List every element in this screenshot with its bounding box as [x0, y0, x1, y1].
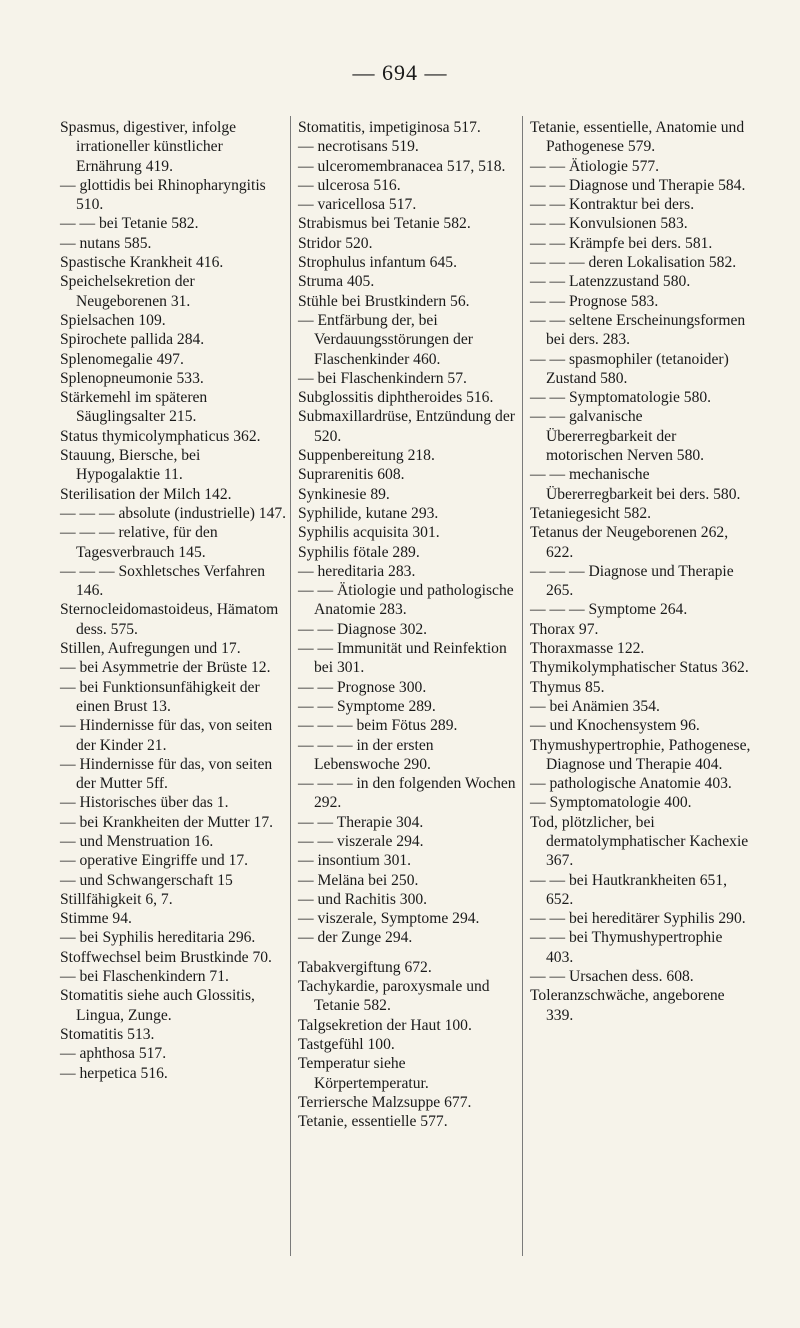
index-entry: — der Zunge 294. — [298, 929, 413, 947]
index-entry: — pathologische Anatomie 403. — [530, 775, 732, 793]
index-entry: — und Knochensystem 96. — [530, 717, 700, 735]
index-entry: Strabismus bei Tetanie 582. — [298, 215, 471, 233]
index-entry: Stauung, Biersche, bei Hypogalaktie 11. — [60, 447, 201, 484]
column-divider-1 — [290, 116, 291, 1256]
index-entry: — — Ätiologie 577. — [530, 157, 660, 175]
index-entry: Splenopneumonie 533. — [60, 369, 204, 387]
index-entry: Spirochete pallida 284. — [60, 331, 205, 349]
index-entry: Tachykardie, paroxysmale und Tetanie 582. — [298, 978, 490, 1015]
index-entry: Stärkemehl im späteren Säuglingsalter 215. — [60, 389, 208, 426]
index-entry: — — galvanische Übererregbarkeit der motorischen Nerven 580. — [530, 408, 705, 465]
index-entry: — Hindernisse für das, von seiten der Mutter 5ff. — [60, 755, 273, 793]
index-entry: — bei Anämien 354. — [530, 697, 660, 715]
index-entry: — — Immunität und Reinfektion bei 301. — [298, 640, 507, 677]
index-entry: Synkinesie 89. — [298, 485, 390, 503]
index-entry: Stomatitis 513. — [60, 1025, 155, 1043]
index-entry: — — Konvulsionen 583. — [530, 215, 688, 233]
index-entry: — aphthosa 517. — [60, 1045, 167, 1063]
index-entry: — — Prognose 583. — [530, 292, 659, 310]
index-entry: — necrotisans 519. — [298, 138, 419, 156]
index-entry: Stimme 94. — [60, 910, 132, 928]
index-entry: — Symptomatologie 400. — [530, 794, 692, 812]
index-entry: — — Therapie 304. — [298, 813, 424, 831]
index-column-2 — [298, 118, 520, 1131]
index-entry: Syphilide, kutane 293. — [298, 504, 439, 522]
index-entry: Tod, plötzlicher, bei dermatolymphatischer Kachexie 367. — [530, 813, 749, 870]
index-entry: Sternocleidomastoideus, Hämatom dess. 575. — [60, 601, 279, 638]
index-entry: — — — in der ersten Lebenswoche 290. — [298, 736, 434, 773]
index-entry: Sterilisation der Milch 142. — [60, 485, 232, 503]
index-entry: Talgsekretion der Haut 100. — [298, 1016, 472, 1034]
index-entry: — — Diagnose 302. — [298, 620, 428, 638]
index-entry: Stühle bei Brustkindern 56. — [298, 292, 470, 310]
index-entry: Spastische Krankheit 416. — [60, 254, 224, 272]
index-entry: — ulceromembranacea 517, 518. — [298, 157, 506, 175]
index-entry: Suppenbereitung 218. — [298, 447, 435, 465]
index-column-3 — [530, 118, 752, 1025]
index-entry: Thorax 97. — [530, 620, 599, 638]
index-entry: Stillfähigkeit 6, 7. — [60, 890, 173, 908]
index-entry: — — Symptome 289. — [298, 697, 436, 715]
index-entry: — ulcerosa 516. — [298, 176, 401, 194]
index-entry: — bei Flaschenkindern 57. — [298, 369, 467, 387]
index-entry: Struma 405. — [298, 273, 375, 291]
index-entry: — varicellosa 517. — [298, 196, 417, 214]
index-entry: — und Rachitis 300. — [298, 890, 428, 908]
index-entry: — — Kontraktur bei ders. — [530, 196, 695, 214]
index-entry: Spielsachen 109. — [60, 311, 166, 329]
index-entry: — — — relative, für den Tagesverbrauch 145. — [60, 524, 218, 561]
index-entry: Thymus 85. — [530, 678, 605, 696]
index-entry: — bei Funktionsunfähigkeit der einen Brust 13. — [60, 678, 260, 715]
index-entry: Tabakvergiftung 672. — [298, 958, 432, 976]
index-entry: — — Krämpfe bei ders. 581. — [530, 234, 713, 252]
index-entry: — — bei Thymushypertrophie 403. — [530, 929, 723, 966]
index-entry: — Historisches über das 1. — [60, 794, 229, 812]
index-entry: Thymushypertrophie, Pathogenese, Diagnose und Therapie 404. — [530, 736, 751, 773]
index-entry: — und Schwangerschaft 15 — [60, 871, 233, 889]
index-entry: Submaxillardrüse, Entzündung der 520. — [298, 408, 515, 445]
index-entry: Stomatitis siehe auch Glossitis, Lingua, Zunge. — [60, 987, 255, 1024]
index-entry: — — — beim Fötus 289. — [298, 717, 458, 735]
index-entry: — — mechanische Übererregbarkeit bei ders. 580. — [530, 466, 741, 503]
index-entry: — — Prognose 300. — [298, 678, 427, 696]
index-entry: — nutans 585. — [60, 234, 152, 252]
index-entry: Stoffwechsel beim Brustkinde 70. — [60, 948, 272, 966]
index-entry: — — bei Hautkrankheiten 651, 652. — [530, 871, 728, 908]
index-entry: — — Diagnose und Therapie 584. — [530, 176, 746, 194]
index-entry: — bei Flaschenkindern 71. — [60, 968, 229, 986]
index-entry: Tastgefühl 100. — [298, 1035, 395, 1053]
index-entry: Terriersche Malzsuppe 677. — [298, 1093, 472, 1111]
index-entry: — — — Soxhletsches Verfahren 146. — [60, 562, 265, 600]
index-entry: Syphilis acquisita 301. — [298, 524, 440, 542]
index-entry: Tetaniegesicht 582. — [530, 504, 652, 522]
index-entry: — insontium 301. — [298, 852, 412, 870]
index-entry: — viszerale, Symptome 294. — [298, 910, 480, 928]
index-entry: — — Symptomatologie 580. — [530, 389, 712, 407]
index-entry: Stridor 520. — [298, 234, 373, 252]
index-entry: — und Menstruation 16. — [60, 832, 214, 850]
index-entry: Stillen, Aufregungen und 17. — [60, 640, 241, 658]
index-column-1 — [60, 118, 288, 1083]
index-entry: — bei Syphilis hereditaria 296. — [60, 929, 256, 947]
index-entry: Toleranzschwäche, angeborene 339. — [530, 987, 725, 1024]
index-entry: — bei Asymmetrie der Brüste 12. — [60, 659, 271, 677]
index-entry: — — Latenzzustand 580. — [530, 273, 691, 291]
index-entry: — glottidis bei Rhinopharyngitis 510. — [60, 176, 266, 214]
index-entry: Splenomegalie 497. — [60, 350, 184, 368]
index-entry: — — spasmophiler (tetanoider) Zustand 580. — [530, 350, 729, 387]
index-entry: Thymikolymphatischer Status 362. — [530, 659, 749, 677]
index-entry: — — Ursachen dess. 608. — [530, 968, 694, 986]
index-entry: — — seltene Erscheinungsformen bei ders. 283. — [530, 311, 746, 349]
index-entry: — bei Krankheiten der Mutter 17. — [60, 813, 274, 831]
index-entry: — — viszerale 294. — [298, 832, 424, 850]
index-entry: — — — Symptome 264. — [530, 601, 688, 619]
index-entry: Tetanus der Neugeborenen 262, 622. — [530, 524, 729, 561]
index-entry: — — — absolute (industrielle) 147. — [60, 504, 287, 522]
index-entry: — — — in den folgenden Wochen 292. — [298, 775, 516, 812]
index-entry: Strophulus infantum 645. — [298, 254, 457, 272]
index-entry: — hereditaria 283. — [298, 562, 416, 580]
index-entry: — — Ätiologie und pathologische Anatomie 283. — [298, 582, 514, 619]
index-entry: Suprarenitis 608. — [298, 466, 405, 484]
index-entry: — — — Diagnose und Therapie 265. — [530, 562, 734, 600]
index-entry: — herpetica 516. — [60, 1064, 168, 1082]
index-entry: — — — deren Lokalisation 582. — [530, 254, 737, 272]
index-entry: Tetanie, essentielle 577. — [298, 1113, 448, 1131]
index-entry: Syphilis fötale 289. — [298, 543, 420, 561]
index-entry: — Hindernisse für das, von seiten der Kinder 21. — [60, 717, 273, 754]
index-entry: — — bei hereditärer Syphilis 290. — [530, 910, 746, 928]
index-entry: Status thymicolymphaticus 362. — [60, 427, 261, 445]
page-number: — 694 — — [352, 60, 448, 85]
index-entry: Spasmus, digestiver, infolge irrationeller künstlicher Ernährung 419. — [60, 119, 237, 175]
index-entry: Stomatitis, impetiginosa 517. — [298, 119, 481, 136]
index-entry: Tetanie, essentielle, Anatomie und Pathogenese 579. — [530, 119, 745, 156]
index-entry: — — bei Tetanie 582. — [60, 215, 199, 233]
index-entry: Thoraxmasse 122. — [530, 640, 645, 658]
column-divider-2 — [522, 116, 523, 1256]
index-entry: Temperatur siehe Körpertemperatur. — [298, 1055, 429, 1092]
index-entry: Subglossitis diphtheroides 516. — [298, 389, 494, 407]
index-entry: Speichelsekretion der Neugeborenen 31. — [60, 273, 195, 310]
index-entry: — Meläna bei 250. — [298, 871, 419, 889]
index-entry: — operative Eingriffe und 17. — [60, 852, 249, 870]
index-entry: — Entfärbung der, bei Verdauungsstörungen der Flaschenkinder 460. — [298, 311, 473, 368]
